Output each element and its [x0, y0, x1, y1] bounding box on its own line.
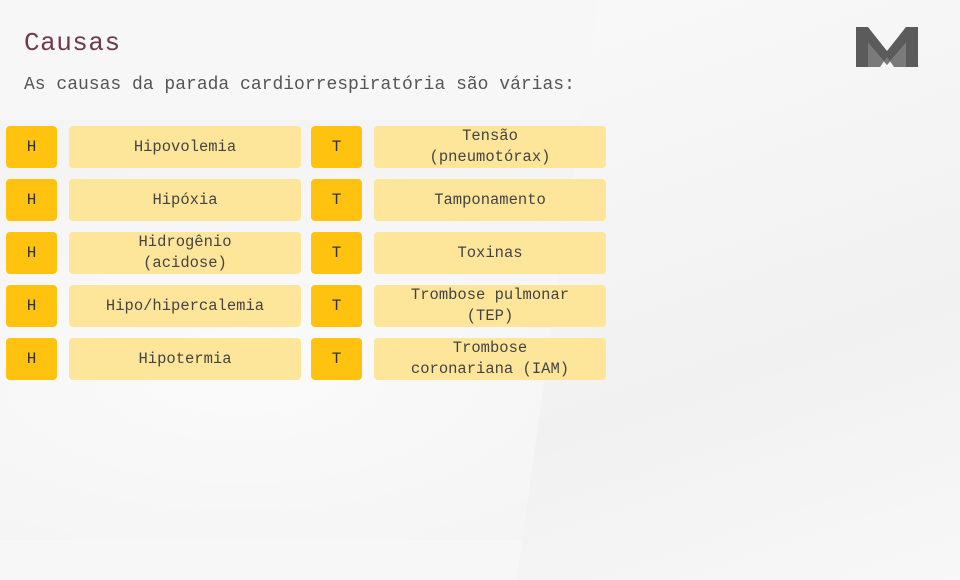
h-letter-badge: H — [6, 126, 57, 168]
slide-title: Causas — [24, 28, 121, 58]
h-cause-cell: Hipóxia — [69, 179, 301, 221]
t-cause-cell: Trombose coronariana (IAM) — [374, 338, 606, 380]
t-letter-badge: T — [311, 232, 362, 274]
h-letter-badge: H — [6, 338, 57, 380]
t-cause-cell: Tensão (pneumotórax) — [374, 126, 606, 168]
h-letter-badge: H — [6, 285, 57, 327]
h-cause-cell: Hidrogênio (acidose) — [69, 232, 301, 274]
h-letter-badge: H — [6, 232, 57, 274]
t-letter-badge: T — [311, 285, 362, 327]
t-letter-badge: T — [311, 338, 362, 380]
h-cause-cell: Hipotermia — [69, 338, 301, 380]
t-cause-cell: Tamponamento — [374, 179, 606, 221]
t-cause-cell: Toxinas — [374, 232, 606, 274]
h-cause-cell: Hipo/hipercalemia — [69, 285, 301, 327]
t-letter-badge: T — [311, 179, 362, 221]
m-logo-icon — [856, 27, 918, 67]
h-cause-cell: Hipovolemia — [69, 126, 301, 168]
slide-subtitle: As causas da parada cardiorrespiratória são várias: — [24, 75, 575, 95]
t-letter-badge: T — [311, 126, 362, 168]
h-letter-badge: H — [6, 179, 57, 221]
t-cause-cell: Trombose pulmonar (TEP) — [374, 285, 606, 327]
